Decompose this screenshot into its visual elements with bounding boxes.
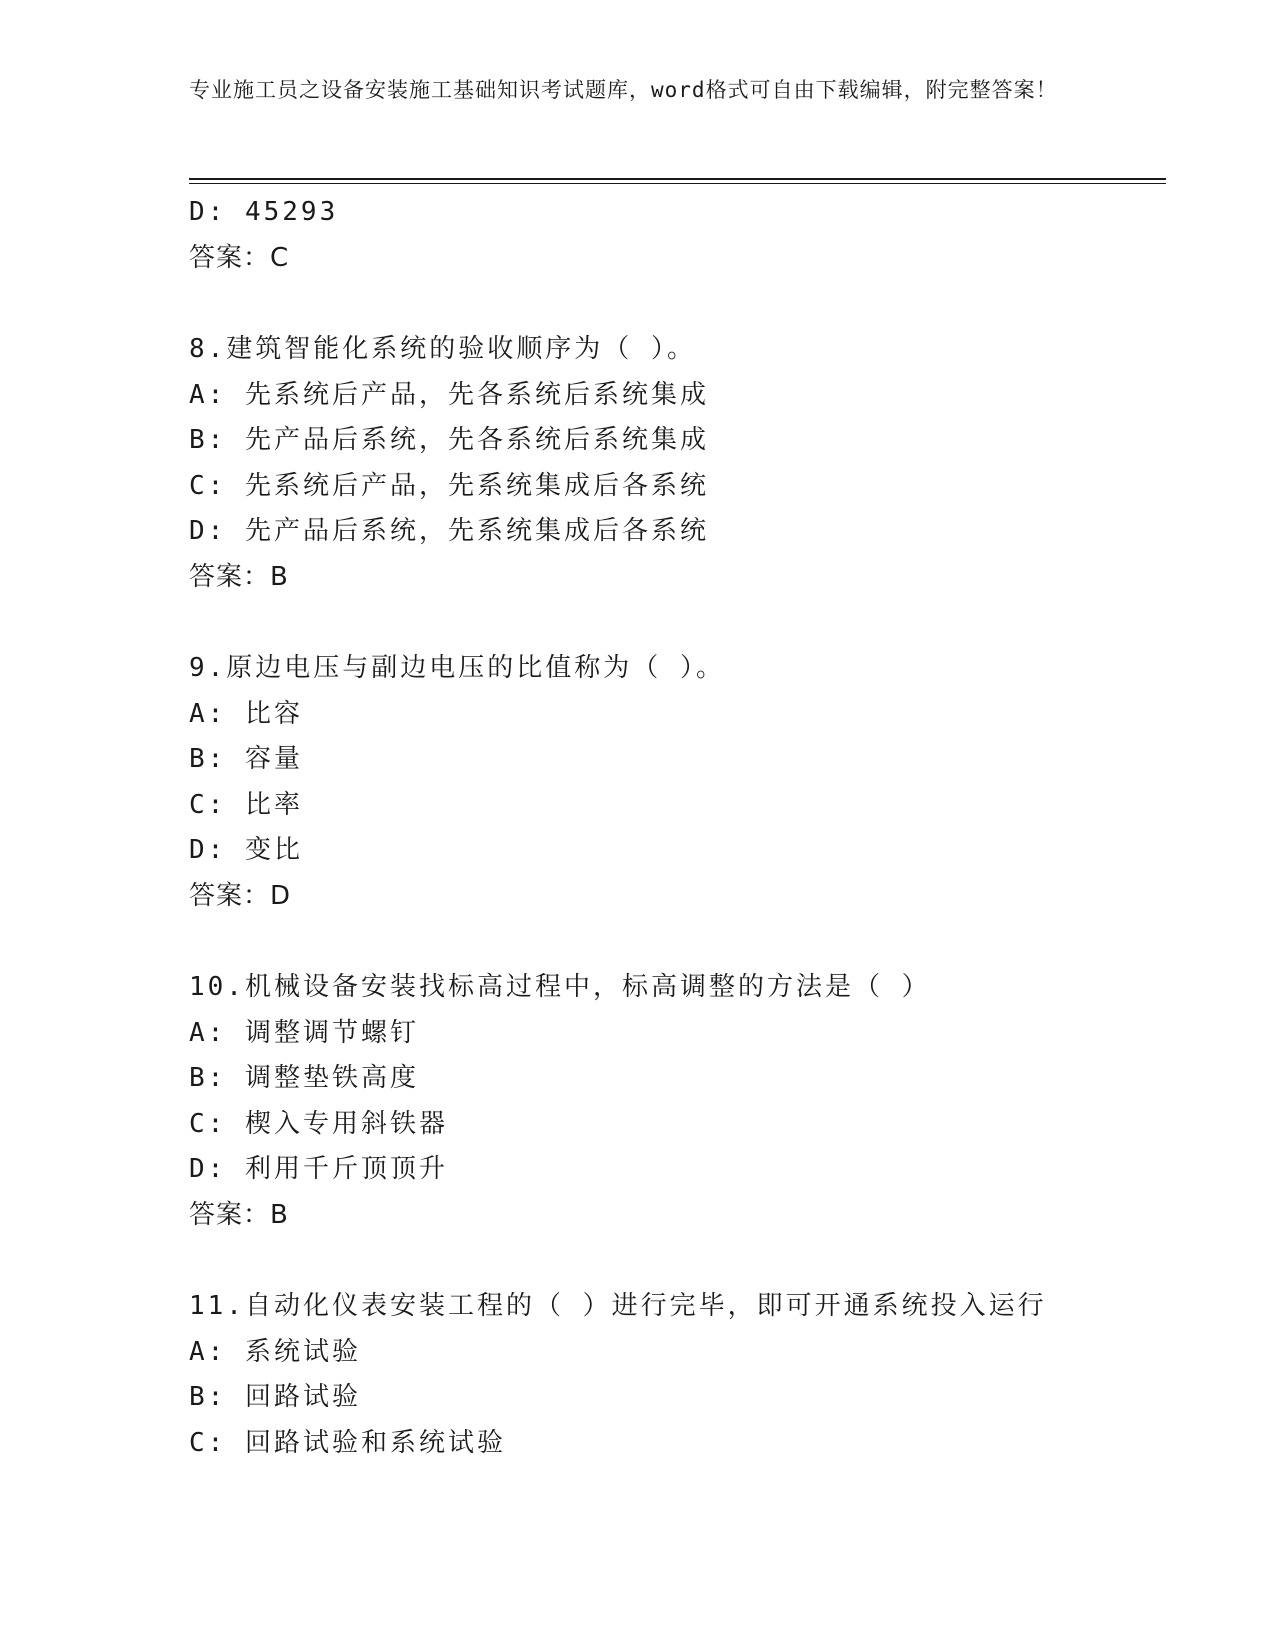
- option-b: B: 调整垫铁高度: [189, 1063, 419, 1093]
- question-text: 11.自动化仪表安装工程的（ ）进行完毕，即可开通系统投入运行: [189, 1291, 1047, 1321]
- option-c: C: 回路试验和系统试验: [189, 1427, 506, 1458]
- question-list: [189, 190, 1166, 1466]
- option-c: C: 先系统后产品，先系统集成后各系统: [189, 470, 709, 501]
- answer-line: 答案：D: [189, 880, 292, 911]
- option-a: A: 系统试验: [189, 1336, 361, 1367]
- header-rule-thick: [189, 178, 1166, 180]
- header-rule-thin: [189, 183, 1166, 184]
- option-c: C: 比率: [189, 789, 303, 820]
- option-d: D: 变比: [189, 835, 303, 865]
- question-text: 9.原边电压与副边电压的比值称为（ ）。: [189, 653, 725, 683]
- option-a: A: 调整调节螺钉: [189, 1017, 419, 1048]
- option-a: A: 比容: [189, 698, 303, 729]
- question-text: 8.建筑智能化系统的验收顺序为（ ）。: [189, 334, 696, 364]
- option-a: A: 先系统后产品，先各系统后系统集成: [189, 379, 709, 410]
- option-b: B: 回路试验: [189, 1382, 361, 1412]
- answer-line: 答案：C: [189, 242, 290, 273]
- option-d: D: 利用千斤顶顶升: [189, 1154, 448, 1184]
- answer-line: 答案：B: [189, 561, 289, 592]
- option-b: B: 容量: [189, 744, 303, 774]
- option-c: C: 楔入专用斜铁器: [189, 1108, 448, 1139]
- answer-line: 答案：B: [189, 1199, 289, 1230]
- question-text: 10.机械设备安装找标高过程中，标高调整的方法是（ ）: [189, 972, 931, 1002]
- option-d: D: 先产品后系统，先系统集成后各系统: [189, 516, 709, 546]
- page-header: 专业施工员之设备安装施工基础知识考试题库，word格式可自由下载编辑，附完整答案！: [189, 78, 1058, 102]
- option-b: B: 先产品后系统，先各系统后系统集成: [189, 425, 709, 455]
- option-d: D: 45293: [189, 197, 339, 227]
